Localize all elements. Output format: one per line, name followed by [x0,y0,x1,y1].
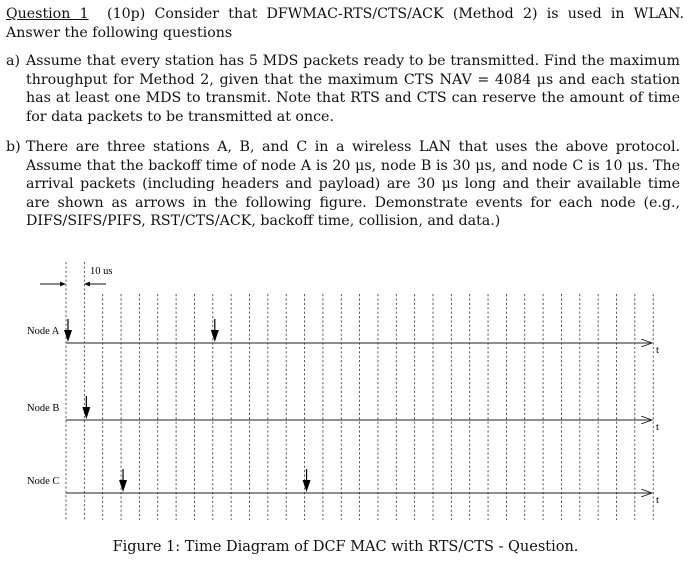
question-points: (10p) [107,6,146,22]
question-label: Question 1 [6,6,89,22]
node-rows [27,319,659,506]
arrival-arrow [82,407,90,419]
scale-right-arrowhead [84,282,90,287]
question-text: Consider that DFWMAC-RTS/CTS/ACK (Method 2) is used in WLAN. Answer the following questions [6,6,685,41]
time-axis-label: t [656,495,659,506]
arrival-arrow [64,330,72,342]
part-b-label: b) [6,139,21,155]
part-a-label: a) [6,53,20,69]
scale-left-arrowhead [60,282,66,287]
arrival-arrow [303,480,311,492]
part-b-text: There are three stations A, B, and C in a wireless LAN that uses the above protocol. Assume that the backoff time of node A is 20 μs, node B is 30 μs, and node C is 10 μs. The arrival packets (including headers and payload) are 30 μs long and their available time are shown as arrows in the following figure. Demonstrate events for each node (e.g., DIFS/SIFS/PIFS, RST/CTS/ACK, backoff time, collision, and data.) [26,139,680,229]
arrival-arrow [211,330,219,342]
node-label: Node C [27,476,60,487]
figure-caption: Figure 1: Time Diagram of DCF MAC with RTS/CTS - Question. [112,539,579,555]
node-label: Node B [27,403,60,414]
node-label: Node A [27,326,60,337]
scale-label: 10 us [90,266,113,277]
grid-lines [66,262,653,520]
time-axis-label: t [656,345,659,356]
arrival-arrow [119,480,127,492]
time-axis-label: t [656,422,659,433]
scale-bar [40,266,112,287]
part-a-text: Assume that every station has 5 MDS packets ready to be transmitted. Find the maximum throughput for Method 2, given that the maximum CTS NAV = 4084 μs and each station has at least one MDS to transmit. Note that RTS and CTS can reserve the amount of time for data packets to be transmitted at once. [26,53,680,125]
